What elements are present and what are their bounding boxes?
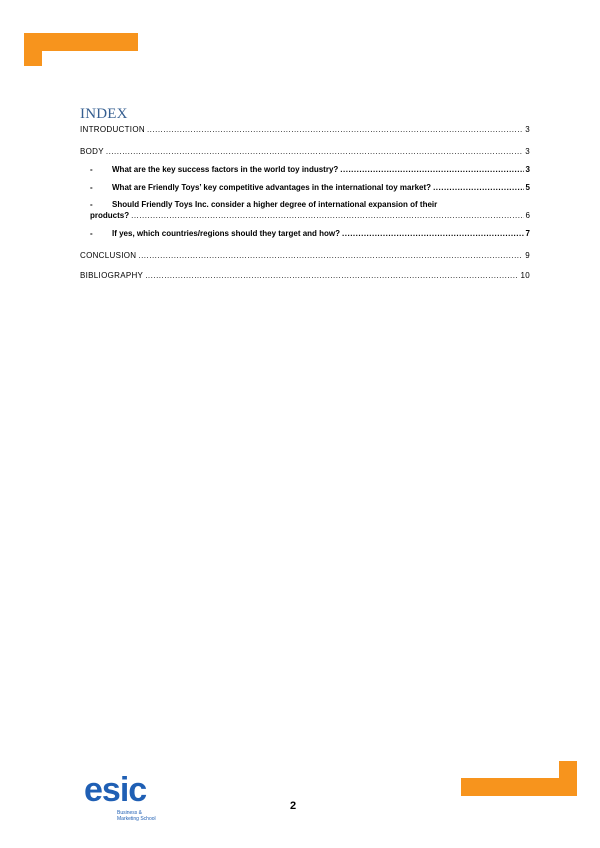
toc-dash: -	[90, 200, 93, 209]
logo-wordmark: esic	[84, 771, 147, 809]
toc-entry-target-regions[interactable]	[80, 228, 530, 239]
esic-logo	[84, 773, 194, 825]
toc-entry-page: 3	[525, 125, 530, 134]
toc-entry-page: 3	[525, 147, 530, 156]
toc-entry-introduction[interactable]	[80, 124, 530, 135]
toc-entry-label: BODY	[80, 147, 104, 156]
bottom-corner-stem	[559, 761, 577, 796]
table-of-contents	[80, 124, 530, 281]
toc-entry-key-success-factors[interactable]	[80, 164, 530, 175]
toc-entry-body[interactable]	[80, 146, 530, 157]
toc-entry-label: INTRODUCTION	[80, 125, 145, 134]
toc-entry-page: 9	[525, 251, 530, 260]
toc-entry-page: 6	[525, 211, 530, 220]
toc-leader-dots	[342, 228, 524, 239]
toc-leader-dots	[145, 270, 518, 281]
toc-entry-page: 5	[525, 183, 530, 192]
toc-entry-label: CONCLUSION	[80, 251, 137, 260]
toc-entry-label: What are Friendly Toys’ key competitive advantages in the international toy market?	[112, 183, 432, 192]
toc-leader-dots	[138, 250, 523, 261]
toc-entry-bibliography[interactable]	[80, 270, 530, 281]
toc-entry-page: 10	[520, 271, 530, 280]
toc-leader-dots	[340, 164, 523, 175]
toc-entry-label: BIBLIOGRAPHY	[80, 271, 144, 280]
toc-entry-label-line2: products?	[90, 211, 130, 220]
toc-dash: -	[90, 165, 93, 174]
index-title: INDEX	[80, 106, 128, 122]
toc-leader-dots	[147, 124, 523, 135]
toc-dash: -	[90, 229, 93, 238]
toc-leader-dots	[131, 210, 523, 221]
toc-entry-page: 3	[525, 165, 530, 174]
top-corner-stem	[24, 33, 42, 66]
toc-entry-label: What are the key success factors in the world toy industry?	[112, 165, 339, 174]
logo-subtext: Business & Marketing School	[117, 810, 156, 822]
toc-entry-international-expansion[interactable]	[80, 199, 530, 221]
toc-entry-page: 7	[525, 229, 530, 238]
toc-entry-conclusion[interactable]	[80, 250, 530, 261]
toc-entry-competitive-advantages[interactable]	[80, 182, 530, 193]
page-number: 2	[290, 800, 297, 812]
toc-entry-label-line1: Should Friendly Toys Inc. consider a higher degree of international expansion of their	[112, 200, 438, 209]
toc-dash: -	[90, 183, 93, 192]
toc-entry-label: If yes, which countries/regions should they target and how?	[112, 229, 341, 238]
toc-leader-dots	[433, 182, 523, 193]
toc-leader-dots	[106, 146, 523, 157]
